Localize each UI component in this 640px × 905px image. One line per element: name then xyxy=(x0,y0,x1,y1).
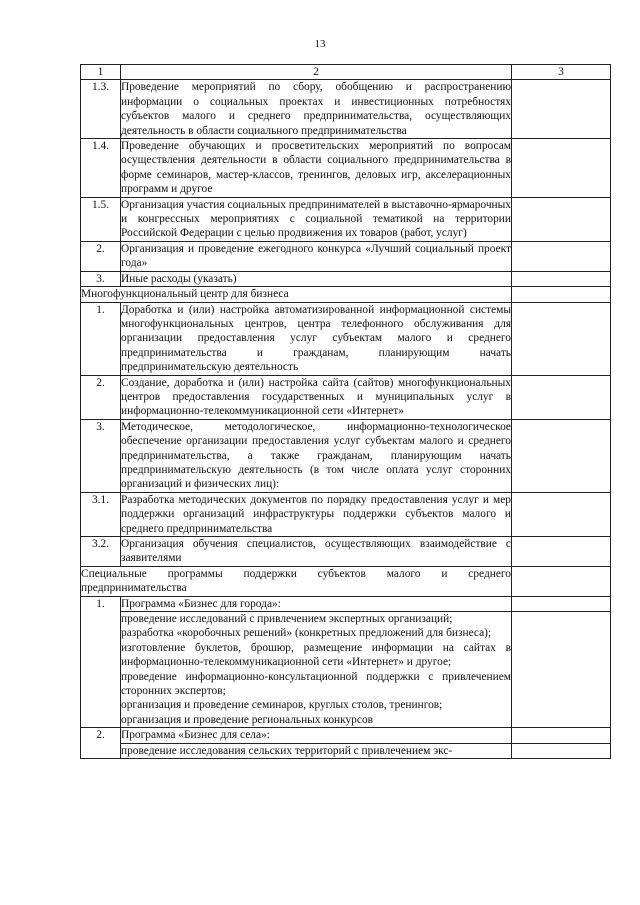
program-title: Программа «Бизнес для города»: xyxy=(121,596,512,611)
row-amount-cell xyxy=(512,728,611,743)
row-amount-cell xyxy=(512,241,611,271)
table-row xyxy=(81,375,611,419)
table-row xyxy=(81,241,611,271)
row-text: Организация обучения специалистов, осуществляющих взаимодействие с заявителями xyxy=(121,538,511,565)
row-amount-cell xyxy=(512,375,611,419)
header-col-3: 3 xyxy=(512,65,611,80)
program-item: разработка «коробочных решений» (конкретных предложений для бизнеса); xyxy=(121,627,492,640)
row-amount-cell xyxy=(512,419,611,492)
row-text: Иные расходы (указать) xyxy=(121,271,512,286)
page-number: 13 xyxy=(314,38,326,50)
table-header-row xyxy=(81,65,611,80)
row-amount-cell xyxy=(512,596,611,611)
program-items-row xyxy=(81,743,611,758)
row-amount-cell xyxy=(512,537,611,567)
table-row xyxy=(81,537,611,567)
program-item: организация и проведение региональных конкурсов xyxy=(121,713,374,726)
row-amount-cell xyxy=(512,80,611,139)
row-amount-cell xyxy=(512,197,611,241)
section-row-special xyxy=(81,566,611,596)
program-item: изготовление буклетов, брошюр, размещение информации на сайтах в информационно-телекоммуникационной сети «Интернет» и другое; xyxy=(121,641,511,669)
program-item: проведение исследований с привлечением экспертных организаций; xyxy=(121,613,453,626)
row-number: 1. xyxy=(81,302,121,375)
program-title-row xyxy=(81,596,611,611)
program-item: проведение информационно-консультационной поддержки с привлечением сторонних экспертов; xyxy=(121,670,511,698)
row-number: 3.1. xyxy=(81,492,121,536)
row-number: 2. xyxy=(81,241,121,271)
row-number: 1.4. xyxy=(81,139,121,198)
header-col-2: 2 xyxy=(121,65,512,80)
program-items xyxy=(121,612,512,728)
program-title-row xyxy=(81,728,611,743)
row-number: 3.2. xyxy=(81,537,121,567)
row-number: 2. xyxy=(81,375,121,419)
table-row xyxy=(81,419,611,492)
program-items-row xyxy=(81,612,611,728)
row-amount-cell xyxy=(512,566,611,596)
row-number: 1.3. xyxy=(81,80,121,139)
row-amount-cell xyxy=(512,139,611,198)
row-number: 1. xyxy=(81,596,121,728)
row-amount-cell xyxy=(512,612,611,728)
row-number: 3. xyxy=(81,419,121,492)
row-text: Проведение мероприятий по сбору, обобщению и распространению информации о социальных проектах и инвестиционных потребностях субъектов малого и среднего предпринимательства, осуществляющих деятельность в области социального предпринимательства xyxy=(121,81,511,137)
row-text: Доработка и (или) настройка автоматизированной информационной системы многофункциональных центров, центра телефонного обслуживания для организации предоставления услуг субъектам малого и среднего предпринимательства и гражданам, планирующим начать предпринимательскую деятельность xyxy=(121,303,511,374)
row-text: Организация и проведение ежегодного конкурса «Лучший социальный проект года» xyxy=(121,242,511,270)
table-row xyxy=(81,271,611,286)
section-title-mfc: Многофункциональный центр для бизнеса xyxy=(81,287,512,302)
program-item: организация и проведение семинаров, круглых столов, тренингов; xyxy=(121,699,443,712)
section-title-special: Специальные программы поддержки субъектов малого и среднего предпринимательства xyxy=(81,567,511,595)
row-number: 2. xyxy=(81,728,121,759)
table-row xyxy=(81,302,611,375)
table-row xyxy=(81,80,611,139)
table-row xyxy=(81,197,611,241)
table-row xyxy=(81,492,611,536)
row-text: Разработка методических документов по порядку предоставления услуг и мер поддержки организаций инфраструктуры поддержки субъектов малого и среднего предпринимательства xyxy=(121,493,511,535)
row-text: Проведение обучающих и просветительских мероприятий по вопросам осуществления деятельности в области социального предпринимательства в форме семинаров, мастер-классов, тренингов, деловых игр, акселерационных программ и другое xyxy=(121,140,511,196)
section-row-mfc xyxy=(81,287,611,302)
row-amount-cell xyxy=(512,743,611,758)
row-text: Организация участия социальных предпринимателей в выставочно-ярмарочных и конгрессных мероприятиях с социальной тематикой на территории Российской Федерации с целью продвижения их товаров (работ, услуг) xyxy=(121,198,511,240)
expenses-table xyxy=(80,64,611,759)
row-amount-cell xyxy=(512,271,611,286)
table-row xyxy=(81,139,611,198)
row-amount-cell xyxy=(512,302,611,375)
header-col-1: 1 xyxy=(81,65,121,80)
row-text: Создание, доработка и (или) настройка сайта (сайтов) многофункциональных центров предоставления государственных и муниципальных услуг в информационно-телекоммуникационной сети «Интернет» xyxy=(121,376,511,418)
row-number: 3. xyxy=(81,271,121,286)
row-amount-cell xyxy=(512,492,611,536)
program-item: проведение исследования сельских территорий с привлечением экс- xyxy=(121,743,512,758)
program-title: Программа «Бизнес для села»: xyxy=(121,728,512,743)
row-text: Методическое, методологическое, информационно-технологическое обеспечение организации предоставления услуг субъектам малого и среднего предпринимательства, а также гражданам, планирующим начать предпринимательскую деятельность (в том числе оплата услуг сторонних организаций и физических лиц): xyxy=(121,420,511,491)
row-number: 1.5. xyxy=(81,197,121,241)
row-amount-cell xyxy=(512,287,611,302)
